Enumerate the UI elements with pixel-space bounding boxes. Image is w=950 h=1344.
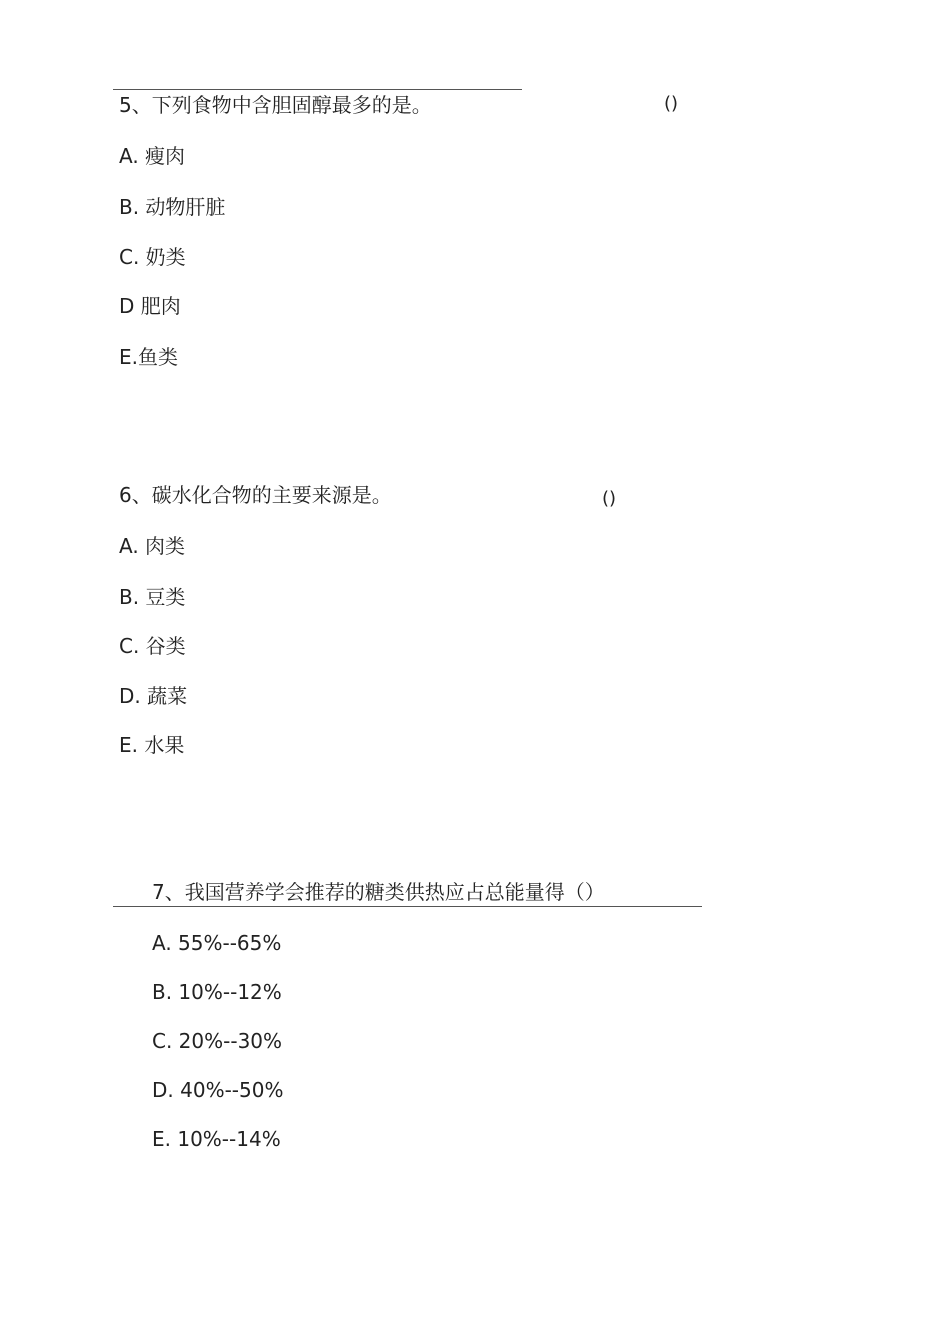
question-5-option-a: A. 瘦肉 xyxy=(119,144,186,168)
question-5-option-c: C. 奶类 xyxy=(119,245,186,269)
question-6-option-a: A. 肉类 xyxy=(119,534,186,558)
question-6-answer-blank: () xyxy=(602,488,617,509)
top-rule xyxy=(113,89,522,90)
question-6-stem: 6、碳水化合物的主要来源是。 xyxy=(119,483,392,507)
question-5-option-d: D 肥肉 xyxy=(119,294,181,318)
question-7-option-c: C. 20%--30% xyxy=(152,1029,283,1053)
question-5-answer-blank: () xyxy=(664,93,679,114)
question-6-option-b: B. 豆类 xyxy=(119,585,186,609)
question-7-option-a: A. 55%--65% xyxy=(152,931,282,955)
question-5-stem: 5、下列食物中含胆固醇最多的是。 xyxy=(119,93,432,117)
question-7-stem: 7、我国营养学会推荐的糖类供热应占总能量得（） xyxy=(152,880,605,904)
question-6-option-e: E. 水果 xyxy=(119,733,185,757)
question-7-option-b: B. 10%--12% xyxy=(152,980,282,1004)
question-7-rule xyxy=(113,906,702,907)
question-6-option-d: D. 蔬菜 xyxy=(119,684,188,708)
question-6-option-c: C. 谷类 xyxy=(119,634,186,658)
question-7-option-d: D. 40%--50% xyxy=(152,1078,284,1102)
question-5-option-e: E.鱼类 xyxy=(119,345,178,369)
question-7-option-e: E. 10%--14% xyxy=(152,1127,281,1151)
question-5-option-b: B. 动物肝脏 xyxy=(119,195,226,219)
